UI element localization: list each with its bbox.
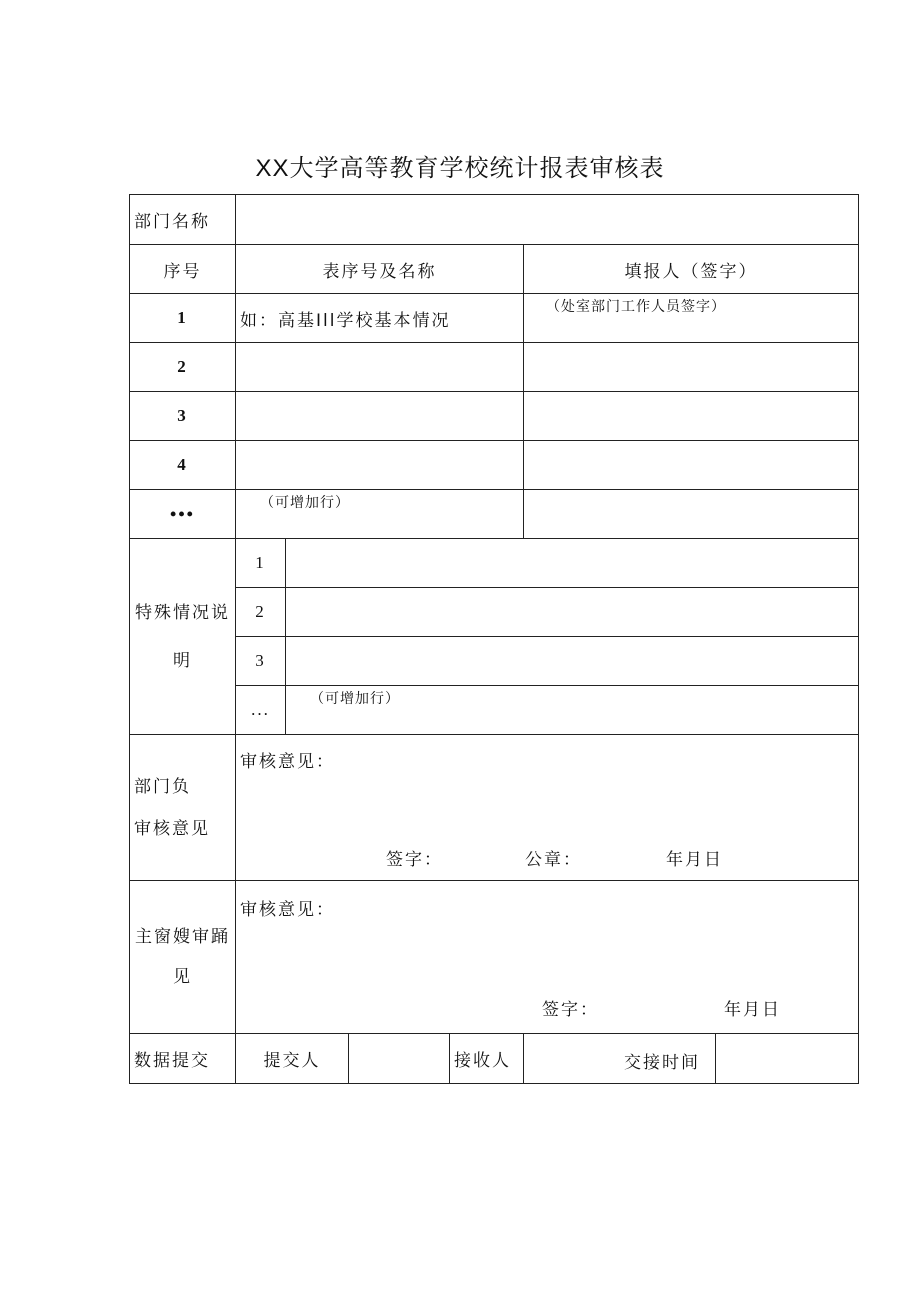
special-row [130,686,859,735]
dept-sign-label: 签字： [386,850,443,870]
special-item-number: ... [236,686,286,735]
dept-review-label [130,735,236,881]
header-row [130,245,859,294]
special-label [130,539,236,735]
dept-name-field[interactable] [236,195,859,245]
row-number: 3 [130,392,236,441]
special-row [130,588,859,637]
header-seq: 序号 [130,245,236,294]
table-row [130,294,859,343]
row-table-name[interactable] [236,343,524,392]
handover-time-field[interactable] [716,1034,859,1084]
special-item-text[interactable] [286,637,859,686]
title-prefix: XX [255,155,290,182]
dept-review-row [130,735,859,881]
row-number: 1 [130,294,236,343]
title-main: 大学高等教育学校统计报表审核表 [289,154,665,182]
dept-name-label: 部门名称 [130,195,236,245]
special-label-line1: 特殊情况说 [135,602,230,623]
row-filler-cell[interactable] [524,392,859,441]
table-row [130,343,859,392]
review-form-table [129,194,859,1084]
row-filler-cell[interactable] [524,490,859,539]
submit-label: 数据提交 [130,1034,236,1084]
dept-review-label-line1: 部门负 [134,776,191,797]
special-item-text[interactable] [286,686,859,735]
special-label-line2: 明 [173,650,192,671]
add-row-hint: （可增加行） [310,691,400,707]
submitter-label: 提交人 [236,1034,349,1084]
dept-seal-label: 公章： [525,850,582,870]
handover-label-cell [524,1034,716,1084]
table-row [130,490,859,539]
dept-name-row [130,195,859,245]
page-title [0,148,920,183]
main-sign-label: 签字： [542,1000,599,1020]
main-date-label: 年月日 [724,1000,781,1020]
handover-time-label: 交接时间 [624,1053,700,1073]
row-filler-cell[interactable] [524,343,859,392]
dept-opinion-label: 审核意见： [240,752,335,772]
table-row [130,441,859,490]
row-number: ••• [130,490,236,539]
row-filler-note: （处室部门工作人员签字） [546,299,726,315]
row-table-name[interactable]: 如：高基Ill学校基本情况 [236,294,524,343]
dept-date-label: 年月日 [666,850,723,870]
special-row [130,539,859,588]
row-number: 2 [130,343,236,392]
submitter-field[interactable] [349,1034,450,1084]
special-row [130,637,859,686]
special-item-number: 2 [236,588,286,637]
special-item-number: 3 [236,637,286,686]
main-review-label-line1: 主窗嫂审踊 [135,927,230,947]
main-opinion-label: 审核意见： [240,900,335,920]
dept-review-field[interactable] [236,735,859,881]
special-item-text[interactable] [286,588,859,637]
row-filler-cell[interactable] [524,441,859,490]
row-filler-cell[interactable] [524,294,859,343]
table-row [130,392,859,441]
row-table-name[interactable] [236,441,524,490]
special-item-number: 1 [236,539,286,588]
main-review-field[interactable] [236,881,859,1034]
main-review-row [130,881,859,1034]
main-review-label [130,881,236,1034]
add-row-hint: （可增加行） [260,495,350,511]
header-table-name: 表序号及名称 [236,245,524,294]
dept-review-label-line2: 审核意见 [134,818,210,839]
receiver-label: 接收人 [450,1034,524,1084]
main-review-label-line2: 见 [173,967,192,987]
row-number: 4 [130,441,236,490]
header-filler: 填报人（签字） [524,245,859,294]
row-table-name[interactable] [236,490,524,539]
special-item-text[interactable] [286,539,859,588]
submit-row [130,1034,859,1084]
row-table-name[interactable] [236,392,524,441]
